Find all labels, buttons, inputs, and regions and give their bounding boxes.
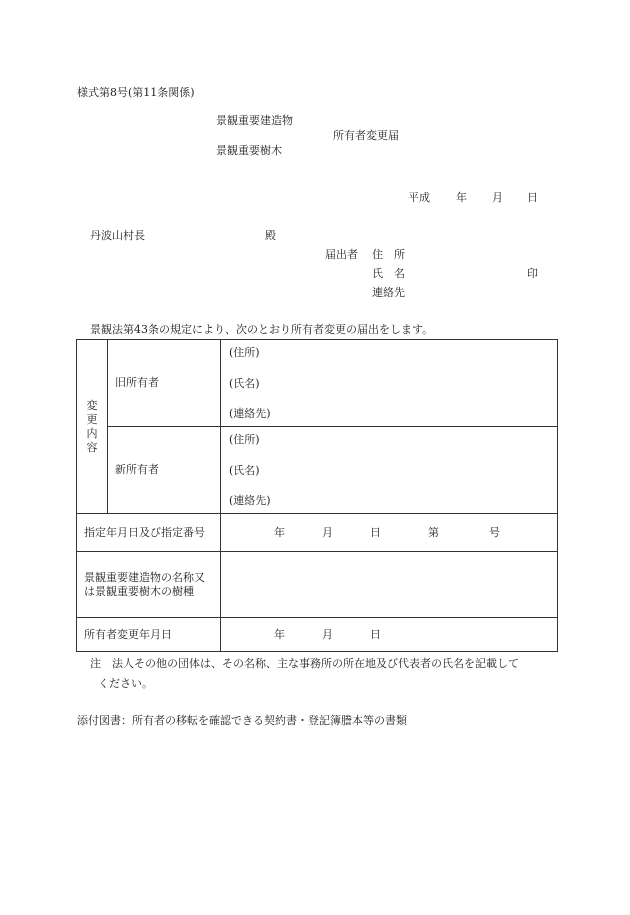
new-owner-address: (住所) xyxy=(229,433,260,446)
designation-label: 指定年月日及び指定番号 xyxy=(77,514,221,552)
old-owner-fields[interactable] xyxy=(221,340,558,427)
notifier-label: 届出者 xyxy=(325,248,358,261)
notifier-contact-label: 連絡先 xyxy=(372,286,405,299)
designation-month: 月 xyxy=(322,525,333,539)
designation-go: 号 xyxy=(489,525,500,539)
change-content-header xyxy=(77,340,108,514)
attachment-text: 添付図書：所有者の移転を確認できる契約書・登記簿謄本等の書類 xyxy=(77,714,407,727)
date-day: 日 xyxy=(527,191,538,204)
old-owner-address: (住所) xyxy=(229,346,260,359)
seal-mark: 印 xyxy=(527,267,538,280)
title-tree: 景観重要樹木 xyxy=(216,144,282,157)
change-form-table xyxy=(76,339,558,652)
designation-dai: 第 xyxy=(428,525,439,539)
title-building: 景観重要建造物 xyxy=(216,114,293,127)
notifier-name-label: 氏 名 xyxy=(372,267,405,280)
form-number: 様式第8号(第11条関係) xyxy=(77,86,195,99)
date-year: 年 xyxy=(456,191,467,204)
note-line1: 法人その他の団体は、その名称、主な事務所の所在地及び代表者の氏名を記載して xyxy=(112,657,519,670)
new-owner-label: 新所有者 xyxy=(108,427,221,514)
change-date-day: 日 xyxy=(370,627,381,641)
change-header-char: 容 xyxy=(86,440,98,454)
date-era: 平成 xyxy=(408,191,430,204)
old-owner-name: (氏名) xyxy=(229,377,260,390)
new-owner-contact: (連絡先) xyxy=(229,494,271,507)
intro-text: 景観法第43条の規定により、次のとおり所有者変更の届出をします。 xyxy=(90,323,434,336)
change-date-label: 所有者変更年月日 xyxy=(77,618,221,652)
structure-name-label-line1: 景観重要建造物の名称又 xyxy=(84,570,205,584)
designation-day: 日 xyxy=(370,525,381,539)
structure-name-label-line2: は景観重要樹木の樹種 xyxy=(84,584,194,598)
change-date-year: 年 xyxy=(274,627,285,641)
new-owner-name: (氏名) xyxy=(229,464,260,477)
designation-value[interactable] xyxy=(221,514,558,552)
form-title: 所有者変更届 xyxy=(333,129,399,142)
change-header-char: 内 xyxy=(86,426,98,440)
date-month: 月 xyxy=(492,191,503,204)
addressee-honorific: 殿 xyxy=(265,229,276,242)
note-prefix: 注 xyxy=(90,657,101,670)
change-header-char: 更 xyxy=(86,412,98,426)
change-header-char: 変 xyxy=(86,398,98,412)
note-line2: ください。 xyxy=(98,677,153,690)
new-owner-fields[interactable] xyxy=(221,427,558,514)
change-date-month: 月 xyxy=(322,627,333,641)
change-date-value[interactable] xyxy=(221,618,558,652)
old-owner-label: 旧所有者 xyxy=(108,340,221,427)
notifier-address-label: 住 所 xyxy=(372,248,405,261)
designation-year: 年 xyxy=(274,525,285,539)
old-owner-contact: (連絡先) xyxy=(229,407,271,420)
addressee-name: 丹波山村長 xyxy=(90,229,145,242)
structure-name-label xyxy=(77,552,221,618)
structure-name-value[interactable] xyxy=(221,552,558,618)
